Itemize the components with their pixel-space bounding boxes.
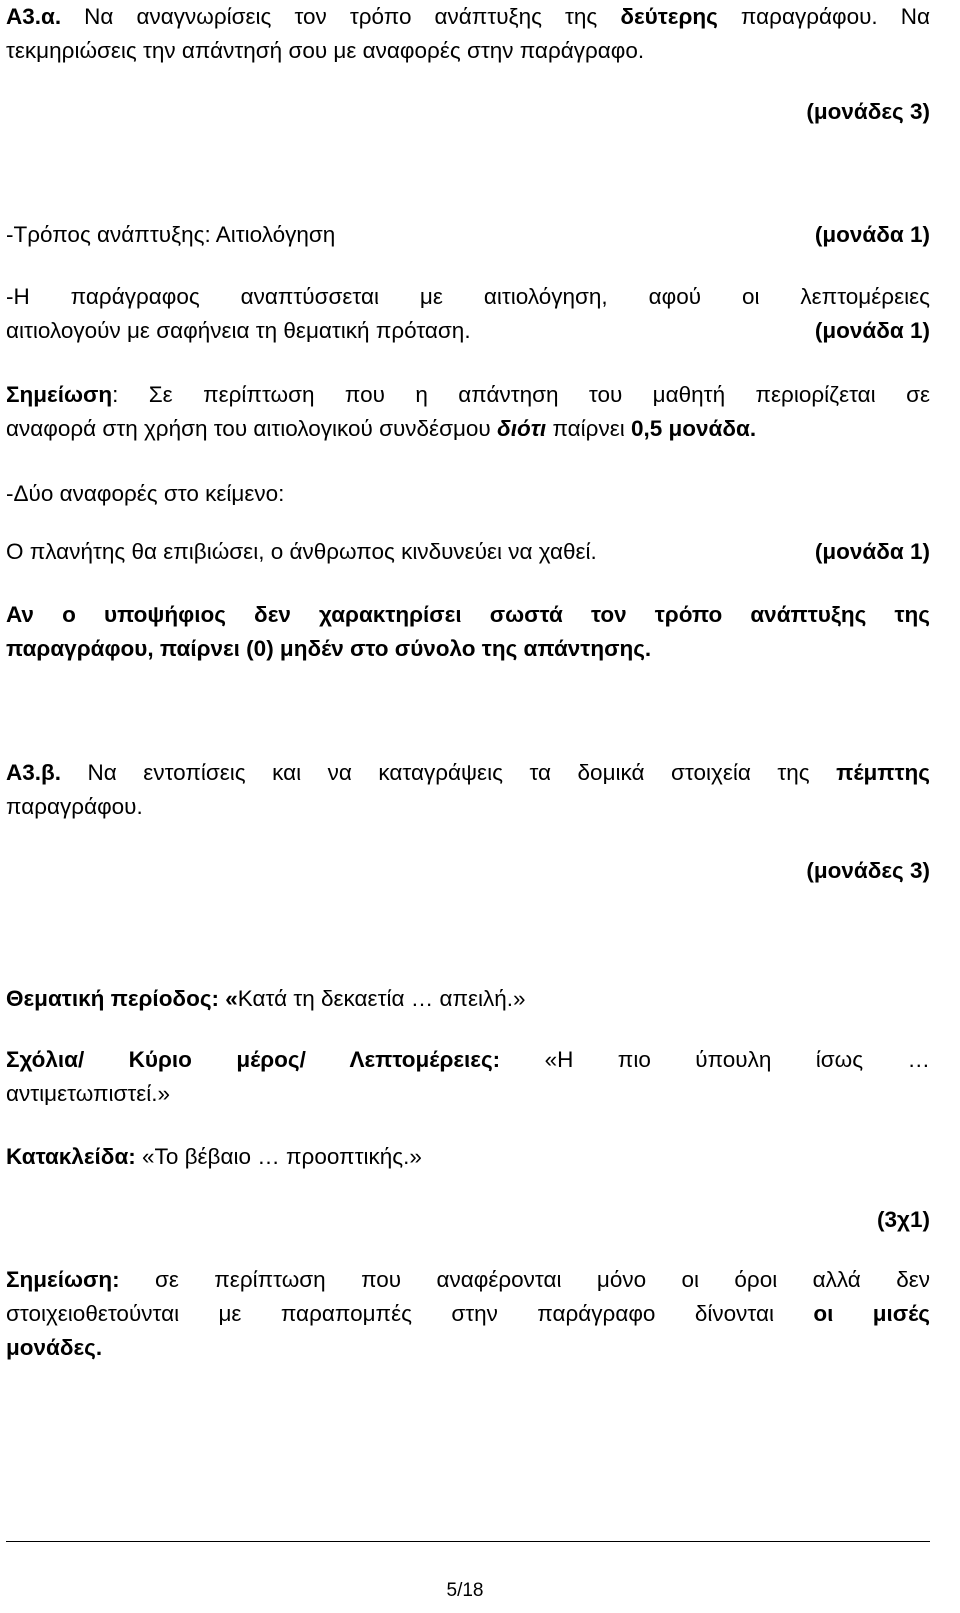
question-a3a-marks: (μονάδες 3) bbox=[806, 99, 930, 124]
note-label: Σημείωση bbox=[6, 382, 113, 407]
marks-label: (μονάδα 1) bbox=[814, 539, 930, 564]
question-a3b-marks: (μονάδες 3) bbox=[806, 858, 930, 883]
question-number: Α3.α. bbox=[6, 4, 62, 29]
question-number: Α3.β. bbox=[6, 760, 61, 785]
answer-references-label: -Δύο αναφορές στο κείμενο: bbox=[6, 481, 285, 506]
answer-note: Σημείωση: Σε περίπτωση που η απάντηση του μαθητή περιορίζεται σε αναφορά στη χρήση του αιτιολογικού συνδέσμου διότι παίρνει 0,5 μονάδα. bbox=[6, 382, 930, 441]
page-number: 5/18 bbox=[446, 1580, 484, 1601]
marks-label: (μονάδα 1) bbox=[814, 222, 930, 247]
answer-marks: (3χ1) bbox=[877, 1207, 930, 1232]
answer-topic-sentence: Θεματική περίοδος: «Κατά τη δεκαετία … απειλή.» bbox=[6, 986, 526, 1011]
question-a3a bbox=[6, 0, 930, 68]
answer-warning: Αν ο υποψήφιος δεν χαρακτηρίσει σωστά τον τρόπο ανάπτυξης της παραγράφου, παίρνει (0) μηδέν στο σύνολο της απάντησης. bbox=[6, 602, 930, 661]
marks-label: (μονάδα 1) bbox=[814, 318, 930, 343]
question-a3a-line1: Α3.α. Να αναγνωρίσεις τον τρόπο ανάπτυξης της δεύτερης παραγράφου. Να bbox=[6, 4, 930, 29]
answer-b-note: Σημείωση: σε περίπτωση που αναφέρονται μόνο οι όροι αλλά δεν στοιχειοθετούνται με παραπομπές στην παράγραφο δίνονται οι μισές μονάδες. bbox=[6, 1267, 930, 1360]
question-a3a-line2: τεκμηριώσεις την απάντησή σου με αναφορές στην παράγραφο. bbox=[6, 38, 645, 63]
answer-explanation: -Η παράγραφος αναπτύσσεται με αιτιολόγηση, αφού οι λεπτομέρειες αιτιολογούν με σαφήνεια τη θεματική πρόταση. (μονάδα 1) bbox=[6, 280, 930, 348]
question-a3b: Α3.β. Να εντοπίσεις και να καταγράψεις τα δομικά στοιχεία της πέμπτης παραγράφου. bbox=[6, 760, 930, 819]
footer-divider bbox=[6, 1541, 930, 1542]
answer-body: Σχόλια/ Κύριο μέρος/ Λεπτομέρειες: «Η πιο ύπουλη ίσως … αντιμετωπιστεί.» bbox=[6, 1047, 930, 1106]
answer-conclusion: Κατακλείδα: «Το βέβαιο … προοπτικής.» bbox=[6, 1144, 422, 1169]
answer-references: Ο πλανήτης θα επιβιώσει, ο άνθρωπος κινδυνεύει να χαθεί. (μονάδα 1) bbox=[6, 535, 930, 569]
note-label: Σημείωση: bbox=[6, 1267, 120, 1292]
answer-method: -Τρόπος ανάπτυξης: Αιτιολόγηση (μονάδα 1) bbox=[6, 218, 930, 252]
